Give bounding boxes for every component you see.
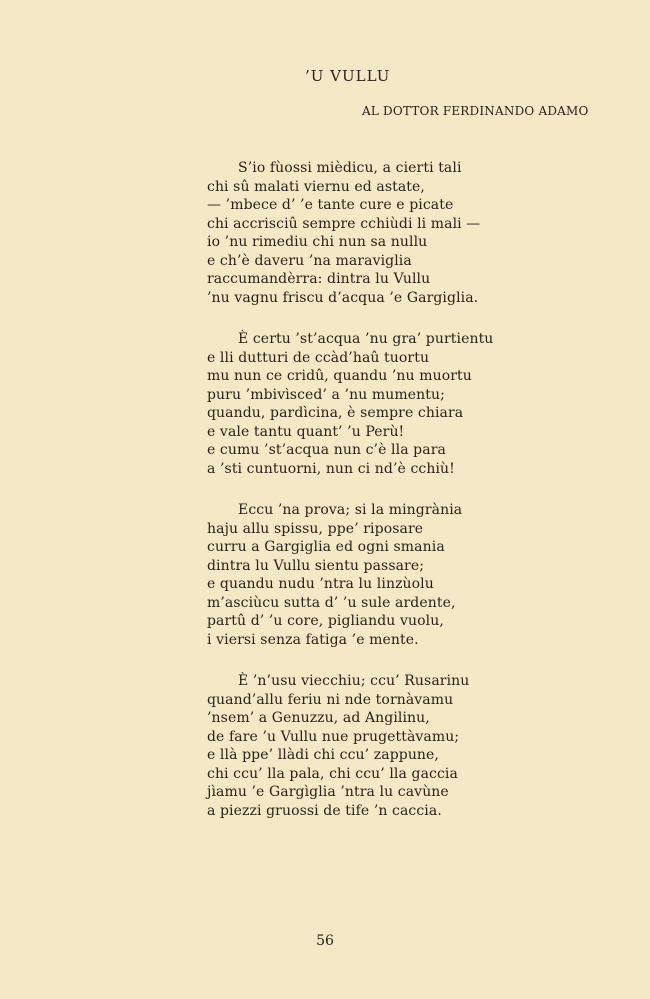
poem-line: ’nsem’ a Genuzzu, ad Angilinu,	[207, 710, 430, 726]
poem-line: jìamu ’e Gargìglia ’ntra lu cavùne	[207, 784, 449, 800]
poem-body	[207, 159, 507, 843]
poem-line: e ch’è daveru ’na maraviglia	[207, 252, 412, 269]
poem-line: puru ’mbivìsced’ a ’nu mumentu;	[207, 386, 445, 403]
poem-line: a ’sti cuntuorni, nun ci nd’è cchiù!	[207, 460, 455, 477]
poem-line: S’io fùossi mièdicu, a cierti tali	[238, 160, 462, 176]
poem-line: e llà ppe’ llàdi chi ccu’ zappune,	[207, 747, 439, 763]
poem-title: ’U VULLU	[305, 67, 391, 85]
poem-line: e cumu ’st’acqua nun c’è lla para	[207, 442, 446, 458]
stanza-4	[207, 672, 507, 820]
poem-line: mu nun ce cridû, quandu ’nu muortu	[207, 368, 472, 384]
poem-line: i viersi senza fatiga ’e mente.	[207, 631, 419, 648]
poem-line: chi accrisciû sempre cchiùdi li mali —	[207, 215, 481, 232]
poem-line: È ’n’usu viecchiu; ccu’ Rusarinu	[238, 673, 470, 689]
poem-line: e vale tantu quant’ ’u Perù!	[207, 423, 405, 440]
poem-line: chi sû malati viernu ed astate,	[207, 178, 425, 195]
poem-line: ’nu vagnu friscu d’acqua ’e Gargiglia.	[207, 289, 479, 306]
stanza-3	[207, 501, 507, 649]
poem-dedication: AL DOTTOR FERDINANDO ADAMO	[362, 104, 589, 118]
poem-line: raccumandèrra: dintra lu Vullu	[207, 271, 431, 287]
poem-line: partû d’ ’u core, pigliandu vuolu,	[207, 613, 444, 629]
stanza-1	[207, 159, 507, 307]
poem-line: de fare ’u Vullu nue prugettàvamu;	[207, 728, 460, 745]
poem-line: dintra lu Vullu sientu passare;	[207, 557, 425, 574]
stanza-2	[207, 330, 507, 478]
poem-line: Eccu ’na prova; si la mingrània	[238, 502, 463, 518]
poem-line: È certu ’st’acqua ’nu gra’ purtientu	[238, 331, 494, 347]
poem-line: chi ccu’ lla pala, chi ccu’ lla gaccia	[207, 765, 458, 782]
poem-line: — ’mbece d’ ’e tante cure e picate	[207, 197, 454, 213]
poem-line: e lli dutturi de ccàd’haû tuortu	[207, 349, 430, 366]
poem-line: e quandu nudu ’ntra lu linzùolu	[207, 576, 434, 592]
poem-line: io ’nu rimediu chi nun sa nullu	[207, 234, 428, 250]
poem-line: curru a Gargiglia ed ogni smania	[207, 539, 445, 555]
poem-line: m’asciùcu sutta d’ ’u sule ardente,	[207, 594, 456, 611]
poem-line: quandu, pardìcina, è sempre chiara	[207, 405, 464, 421]
poem-line: a piezzi gruossi de tife ’n caccia.	[207, 802, 442, 819]
page-number: 56	[316, 933, 334, 949]
poem-line: quand’allu feriu ni nde tornàvamu	[207, 691, 454, 708]
poem-line: haju allu spissu, ppe’ riposare	[207, 520, 424, 537]
